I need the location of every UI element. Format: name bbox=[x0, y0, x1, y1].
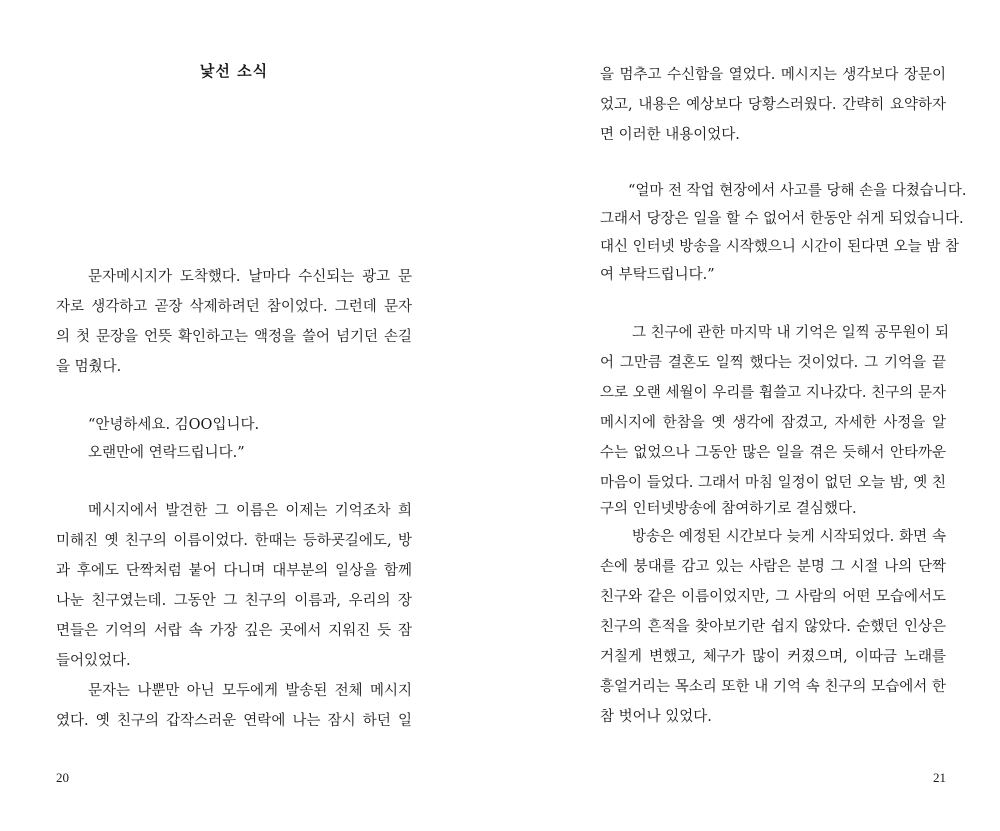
text-line: 마음이 들었다. 그래서 마침 일정이 없던 오늘 밤, 옛 친 bbox=[600, 475, 946, 491]
text-line: 미해진 옛 친구의 이름이었다. 한때는 등하굣길에도, 방 bbox=[56, 533, 412, 549]
text-line: 어 그만큼 결혼도 일찍 했다는 것이었다. 그 기억을 끝 bbox=[600, 355, 946, 371]
text-line: 방송은 예정된 시간보다 늦게 시작되었다. 화면 속 bbox=[632, 529, 946, 545]
text-line: 거칠게 변했고, 체구가 많이 커졌으며, 이따금 노래를 bbox=[600, 649, 946, 665]
text-line: 을 멈추고 수신함을 열었다. 메시지는 생각보다 장문이 bbox=[600, 67, 946, 83]
text-line: 문자는 나뿐만 아닌 모두에게 발송된 전체 메시지 bbox=[88, 683, 412, 699]
text-line: 수는 없었으나 그동안 많은 일을 겪은 듯해서 안타까운 bbox=[600, 445, 946, 461]
chapter-title: 낯선 소식 bbox=[199, 62, 269, 80]
quote-line: 대신 인터넷 방송을 시작했으니 시간이 된다면 오늘 밤 참 bbox=[600, 239, 960, 255]
quote-line: 여 부탁드립니다.” bbox=[600, 267, 715, 283]
text-line: 친구의 흔적을 찾아보기란 쉽지 않았다. 순했던 인상은 bbox=[600, 619, 946, 635]
quote-line: “안녕하세요. 김OO입니다. bbox=[88, 417, 260, 433]
text-line: 메시지에 한참을 옛 생각에 잠겼고, 자세한 사정을 알 bbox=[600, 415, 946, 431]
page-number: 20 bbox=[56, 770, 69, 785]
text-line: 면 이러한 내용이었다. bbox=[600, 127, 740, 143]
left-page bbox=[56, 0, 412, 831]
text-line: 으로 오랜 세월이 우리를 휩쓸고 지나갔다. 친구의 문자 bbox=[600, 385, 946, 401]
text-line: 그 친구에 관한 마지막 내 기억은 일찍 공무원이 되 bbox=[632, 325, 950, 341]
text-line: 과 후에도 단짝처럼 붙어 다니며 대부분의 일상을 함께 bbox=[56, 563, 412, 579]
text-line: 였다. 옛 친구의 갑작스러운 연락에 나는 잠시 하던 일 bbox=[56, 713, 412, 729]
text-line: 나눈 친구였는데. 그동안 그 친구의 이름과, 우리의 장 bbox=[56, 593, 412, 609]
text-line: 흥얼거리는 목소리 또한 내 기억 속 친구의 모습에서 한 bbox=[600, 679, 946, 695]
quote-line: 그래서 당장은 일을 할 수 없어서 한동안 쉬게 되었습니다. bbox=[600, 211, 964, 227]
text-line: 면들은 기억의 서랍 속 가장 깊은 곳에서 지워진 듯 잠 bbox=[56, 623, 412, 639]
text-line: 참 벗어나 있었다. bbox=[600, 709, 712, 725]
text-line: 을 멈췄다. bbox=[56, 359, 122, 375]
right-page bbox=[600, 0, 967, 831]
text-line: 자로 생각하고 곧장 삭제하려던 참이었다. 그런데 문자 bbox=[56, 299, 412, 315]
text-line: 의 첫 문장을 언뜻 확인하고는 액정을 쓸어 넘기던 손길 bbox=[56, 329, 412, 345]
text-line: 들어있었다. bbox=[56, 653, 131, 669]
text-line: 손에 붕대를 감고 있는 사람은 분명 그 시절 나의 단짝 bbox=[600, 559, 946, 575]
quote-line: 오랜만에 연락드립니다.” bbox=[88, 445, 245, 461]
quote-line: “얼마 전 작업 현장에서 사고를 당해 손을 다쳤습니다. bbox=[628, 183, 967, 199]
text-line: 문자메시지가 도착했다. 날마다 수신되는 광고 문 bbox=[88, 269, 412, 285]
text-line: 친구와 같은 이름이었지만, 그 사람의 어떤 모습에서도 bbox=[600, 589, 946, 605]
page-number: 21 bbox=[933, 770, 946, 785]
text-line: 구의 인터넷방송에 참여하기로 결심했다. bbox=[600, 501, 857, 517]
text-line: 메시지에서 발견한 그 이름은 이제는 기억조차 희 bbox=[88, 503, 412, 519]
text-line: 었고, 내용은 예상보다 당황스러웠다. 간략히 요약하자 bbox=[600, 97, 946, 113]
